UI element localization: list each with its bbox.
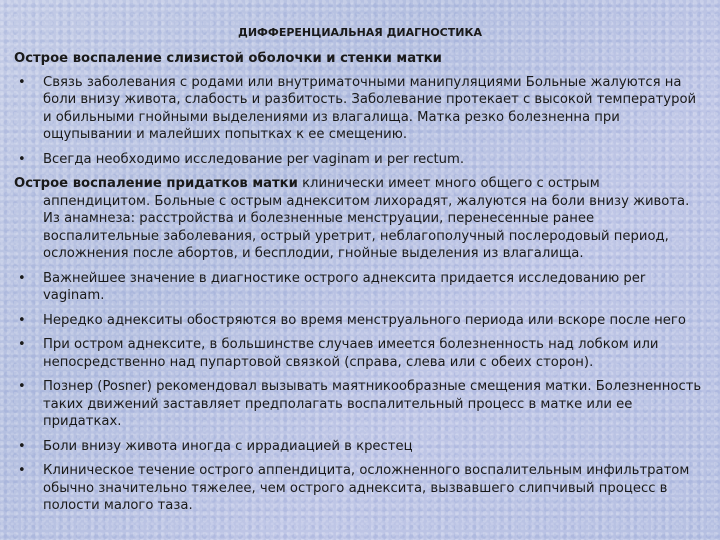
bullet-text: Связь заболевания с родами или внутриматочными манипуляциями Больные жалуются на боли внизу живота, слабость и разбитость. Заболевание протекает с высокой температурой и обильными гнойными выделениями из влагалища. Матка резко болезненна при ощупывании и малейших попытках к ее смещению. (43, 74, 697, 142)
bullet-icon: • (18, 151, 26, 167)
bullet-text: Важнейшее значение в диагностике острого аднексита придается исследованию per vaginam. (43, 270, 646, 303)
bullet-icon: • (18, 379, 26, 394)
section2-heading: Острое воспаление придатков матки (14, 176, 298, 191)
slide-content (14, 50, 706, 522)
bullet-item (14, 74, 706, 144)
bullet-icon: • (18, 463, 26, 478)
bullet-text: Нередко аднекситы обостряются во время менструального периода или вскоре после него (43, 312, 686, 328)
bullet-item (14, 336, 706, 371)
bullet-item (14, 270, 706, 305)
bullet-item (14, 462, 706, 515)
section2-paragraph (14, 175, 706, 263)
section2-intro-text: клинически имеет много общего с острым аппендицитом. Больные с острым аднекситом лихорадят, жалуются на боли внизу живота. Из анамнеза: расстройства и болезненные менструации, перенесенные ранее воспалительные заболевания, острый уретрит, неблагополучный послеродовый период, осложнения после абортов, и бесплодии, гнойные выделения из влагалища. (43, 176, 690, 261)
bullet-text: Всегда необходимо исследование per vaginam и per rectum. (43, 151, 465, 167)
bullet-text: Клиническое течение острого аппендицита, осложненного воспалительным инфильтратом обычно значительно тяжелее, чем острого аднексита, вызвавшего слипчивый процесс в полости малого таза. (43, 463, 690, 513)
bullet-item (14, 438, 706, 456)
bullet-text: Познер (Posner) рекомендовал вызывать маятникообразные смещения матки. Болезненность таких движений заставляет предполагать воспалительный процесс в матке или ее придатках. (43, 379, 702, 429)
bullet-icon: • (18, 312, 26, 328)
bullet-icon: • (18, 337, 26, 352)
section1-heading: Острое воспаление слизистой оболочки и стенки матки (14, 51, 442, 66)
bullet-text: При остром аднексите, в большинстве случаев имеется болезненность над лобком или непосредственно над пупартовой связкой (справа, слева или с обеих сторон). (43, 337, 659, 370)
bullet-item (14, 312, 706, 330)
bullet-item (14, 378, 706, 431)
slide-title: ДИФФЕРЕНЦИАЛЬНАЯ ДИАГНОСТИКА (238, 26, 482, 39)
bullet-item (14, 151, 706, 169)
bullet-icon: • (18, 270, 26, 286)
bullet-icon: • (18, 438, 26, 454)
bullet-icon: • (18, 74, 26, 90)
bullet-text: Боли внизу живота иногда с иррадиацией в крестец (43, 438, 413, 454)
